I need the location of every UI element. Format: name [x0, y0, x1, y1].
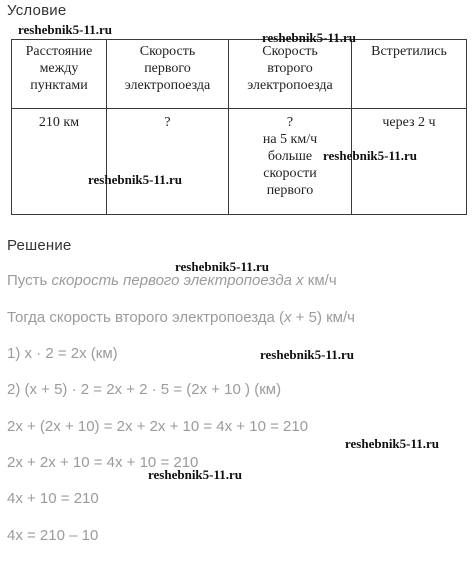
cell-met-value: через 2 ч: [382, 115, 436, 130]
cell-speed-first: [107, 109, 229, 215]
cell-speed-second-line: скорости: [263, 166, 317, 181]
cell-distance-value: 210 км: [38, 115, 80, 130]
header-distance: [12, 40, 107, 109]
cell-speed-second-line: первого: [266, 183, 314, 198]
header-speed-first-line: первого: [144, 61, 191, 76]
cell-speed-second-line: больше: [267, 149, 313, 164]
watermark: reshebnik5-11.ru: [175, 259, 270, 274]
solution-line-1-text: Пусть: [7, 272, 52, 289]
watermark: reshebnik5-11.ru: [262, 30, 357, 45]
header-distance-line: пунктами: [30, 78, 88, 93]
solution-line-2: [7, 309, 355, 326]
header-met: [352, 40, 467, 109]
watermark: reshebnik5-11.ru: [323, 148, 418, 163]
header-speed-first-line: электропоезда: [124, 78, 211, 93]
watermark: reshebnik5-11.ru: [18, 22, 113, 37]
solution-line-2-text: Тогда скорость второго электропоезда (: [7, 309, 285, 326]
solution-step: 1) x · 2 = 2x (км): [7, 345, 118, 362]
solution-step: 4x + 10 = 210: [7, 490, 99, 507]
solution-line-1: [7, 272, 337, 289]
header-distance-line: Расстояние: [25, 44, 93, 59]
cell-speed-second-line: ?: [286, 115, 294, 130]
header-speed-second: [229, 40, 352, 109]
solution-line-2-variable: x: [284, 309, 292, 326]
solution-step: 2x + (2x + 10) = 2x + 2x + 10 = 4x + 10 = 210: [7, 418, 309, 435]
cell-speed-first-value: ?: [164, 115, 171, 130]
table-header-row: [12, 40, 467, 109]
header-speed-first: [107, 40, 229, 109]
solution-line-1-unit: км/ч: [303, 272, 337, 289]
cell-speed-second-line: на 5 км/ч: [262, 132, 318, 147]
watermark: reshebnik5-11.ru: [345, 436, 440, 451]
cell-distance: [12, 109, 107, 215]
solution-step: 4x = 210 – 10: [7, 527, 99, 544]
solution-line-2-unit: + 5) км/ч: [291, 309, 355, 326]
watermark: reshebnik5-11.ru: [88, 172, 183, 187]
header-speed-second-line: Скорость: [262, 44, 318, 59]
header-distance-line: между: [39, 61, 79, 76]
header-met-line: Встретились: [371, 44, 447, 59]
solution-step: 2x + 2x + 10 = 4x + 10 = 210: [7, 454, 199, 471]
header-speed-first-line: Скорость: [139, 44, 196, 59]
solution-heading: Решение: [7, 237, 72, 254]
solution-step: 2) (x + 5) · 2 = 2x + 2 · 5 = (2x + 10 ) (км): [7, 381, 282, 398]
solution-line-1-italic: скорость первого электропоезда: [51, 272, 297, 289]
condition-table: [11, 39, 467, 215]
condition-heading: Условие: [7, 2, 67, 19]
watermark: reshebnik5-11.ru: [148, 467, 243, 482]
solution-line-1-variable: x: [296, 272, 304, 289]
header-speed-second-line: электропоезда: [247, 78, 333, 93]
watermark: reshebnik5-11.ru: [260, 347, 355, 362]
header-speed-second-line: второго: [267, 61, 313, 76]
